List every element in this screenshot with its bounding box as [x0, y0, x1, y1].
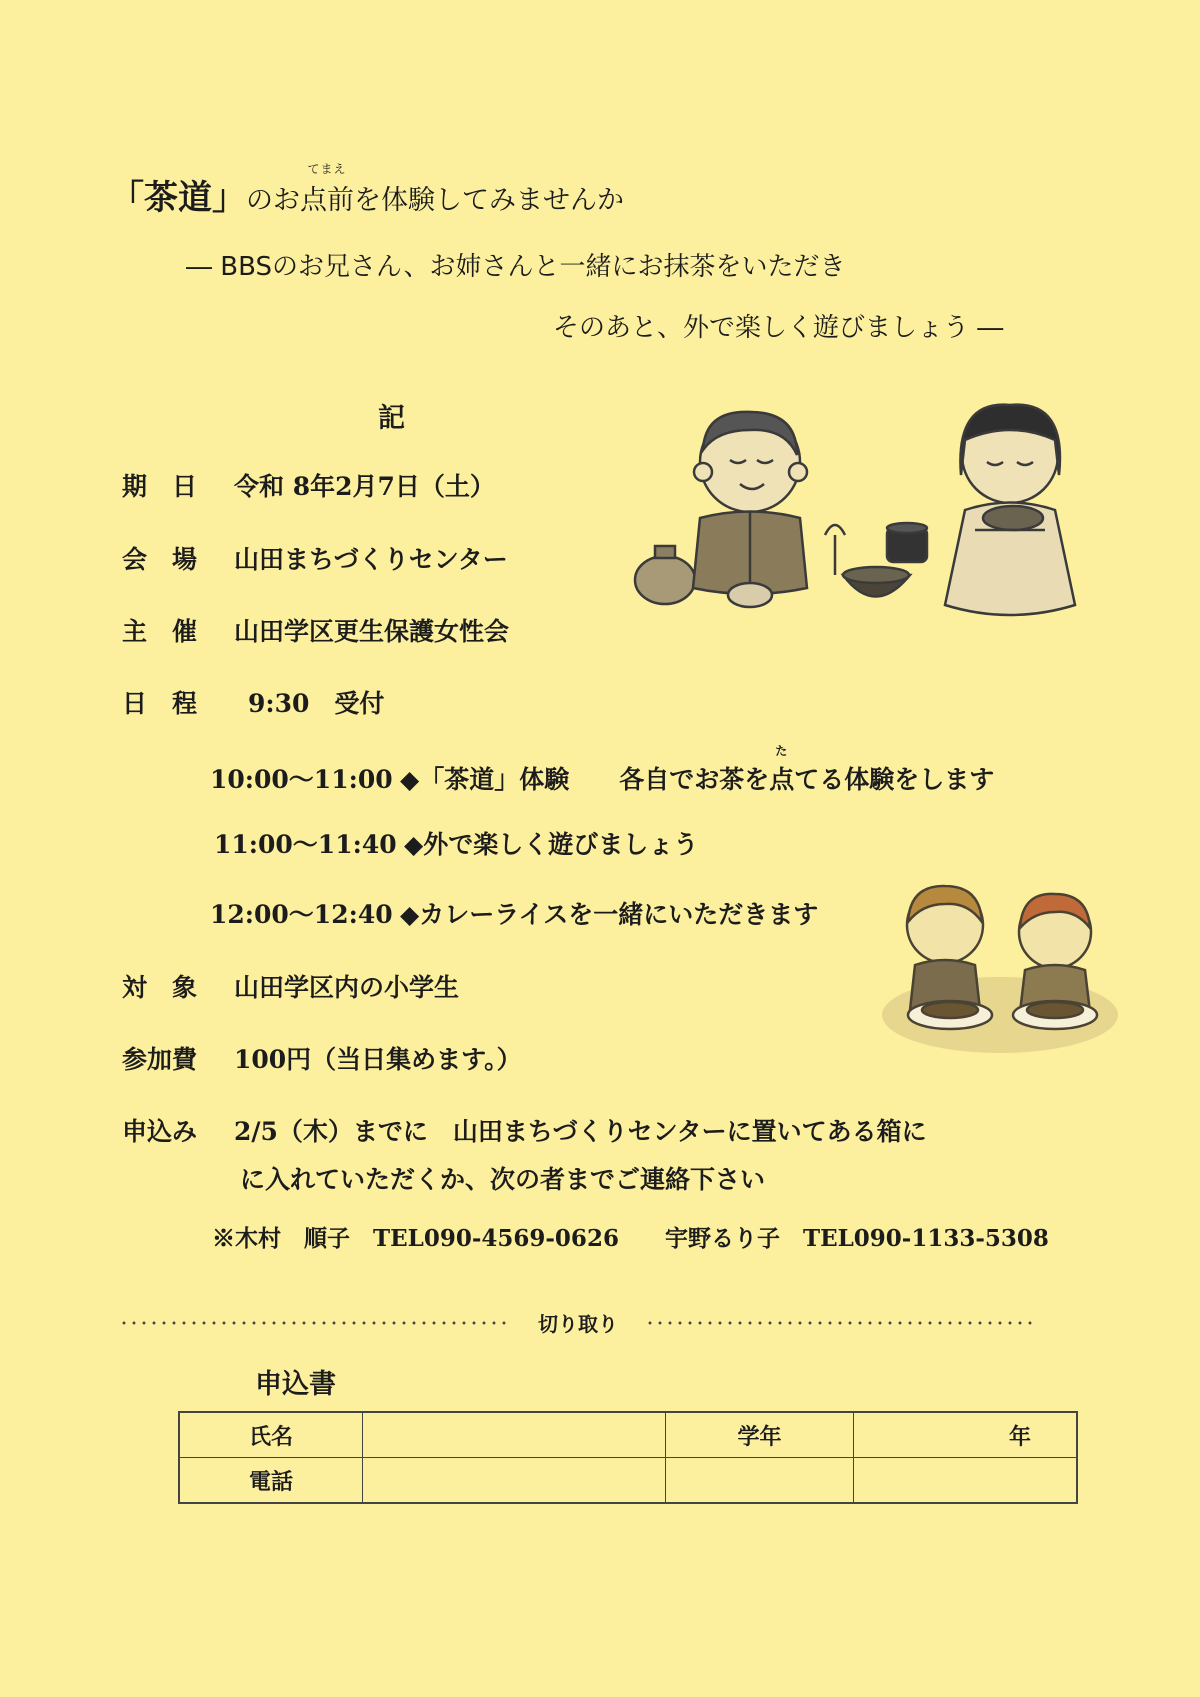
title-quote: 「茶道」 — [110, 178, 246, 218]
schedule-text: ◆カレーライスを一緒にいただきます — [400, 900, 819, 929]
ki-heading: 記 — [378, 403, 405, 434]
schedule-text: ◆外で楽しく遊びましょう — [404, 830, 699, 859]
subtitle-line1: ― BBSのお兄さん、お姉さんと一緒にお抹茶をいただき — [186, 252, 846, 282]
title-post: を体験してみませんか — [354, 185, 624, 216]
schedule-ruby-text: た — [775, 744, 789, 758]
page-title — [110, 162, 624, 219]
title-ruby — [300, 162, 354, 217]
schedule-item-1 — [210, 744, 995, 796]
title-pre: のお — [246, 185, 300, 216]
name-label: 氏名 — [179, 1412, 363, 1458]
phone-field[interactable] — [363, 1458, 666, 1504]
detail-target — [122, 968, 459, 1004]
detail-value: 山田まちづくりセンター — [234, 545, 508, 574]
tea-ceremony-illustration — [625, 400, 1095, 625]
subtitle-line2: そのあと、外で楽しく遊びましょう ― — [553, 313, 1004, 343]
title-ruby-text: てまえ — [307, 162, 347, 176]
cut-dots-left: ･･･････････････････････････････････････ — [120, 1314, 511, 1333]
detail-schedule — [122, 684, 384, 720]
cut-dots-right: ･･･････････････････････････････････････ — [646, 1314, 1037, 1333]
cut-line — [120, 1308, 1040, 1337]
detail-value: 山田学区内の小学生 — [234, 973, 460, 1002]
detail-apply — [122, 1112, 927, 1148]
phone-field-extra2[interactable] — [854, 1458, 1078, 1504]
form-title: 申込書 — [255, 1369, 336, 1400]
detail-venue — [122, 540, 508, 576]
grade-label: 学年 — [666, 1412, 854, 1458]
schedule-time: 12:00～12:40 — [210, 900, 393, 929]
apply-line2: に入れていただくか、次の者までご連絡下さい — [240, 1165, 766, 1194]
schedule-item-2 — [214, 825, 698, 861]
schedule-time: 10:00～11:00 — [210, 765, 393, 794]
application-form — [178, 1411, 1078, 1504]
contacts: ※木村 順子 TEL090-4569-0626 宇野るり子 TEL090-1133-5308 — [212, 1225, 1049, 1252]
cut-label: 切り取り — [538, 1312, 619, 1336]
schedule-ruby — [769, 744, 795, 796]
detail-organizer — [122, 612, 509, 648]
detail-label: 日 程 — [122, 689, 198, 718]
schedule-text-pre: ◆「茶道」体験 各自でお茶を — [400, 765, 770, 794]
schedule-text-post: てる体験をします — [794, 765, 995, 794]
form-row-phone — [179, 1458, 1077, 1504]
detail-label: 会 場 — [122, 545, 198, 574]
grade-unit: 年 — [1008, 1424, 1031, 1450]
detail-value: 山田学区更生保護女性会 — [234, 617, 510, 646]
teapot-icon — [635, 556, 695, 604]
detail-value: 100円（当日集めます。） — [234, 1045, 522, 1074]
name-field[interactable] — [363, 1412, 666, 1458]
detail-label: 対 象 — [122, 973, 198, 1002]
detail-label: 期 日 — [122, 472, 198, 501]
detail-label: 主 催 — [122, 617, 198, 646]
schedule-ruby-base: 点 — [769, 765, 795, 794]
detail-label: 申込み — [122, 1117, 198, 1146]
phone-field-extra[interactable] — [666, 1458, 854, 1504]
detail-value: 2/5（木）までに 山田まちづくりセンターに置いてある箱に — [234, 1117, 927, 1146]
detail-value: 9:30 受付 — [248, 689, 385, 718]
phone-label: 電話 — [179, 1458, 363, 1504]
detail-fee — [122, 1040, 522, 1076]
detail-label: 参加費 — [122, 1045, 198, 1074]
schedule-time: 11:00～11:40 — [214, 830, 397, 859]
curry-children-illustration — [880, 870, 1120, 1055]
schedule-item-3 — [210, 895, 818, 931]
form-row-name — [179, 1412, 1077, 1458]
detail-date — [122, 467, 495, 503]
detail-value: 令和 8年2月7日（土） — [234, 472, 495, 501]
grade-field[interactable] — [854, 1412, 1078, 1458]
title-ruby-base: 点前 — [300, 185, 354, 216]
